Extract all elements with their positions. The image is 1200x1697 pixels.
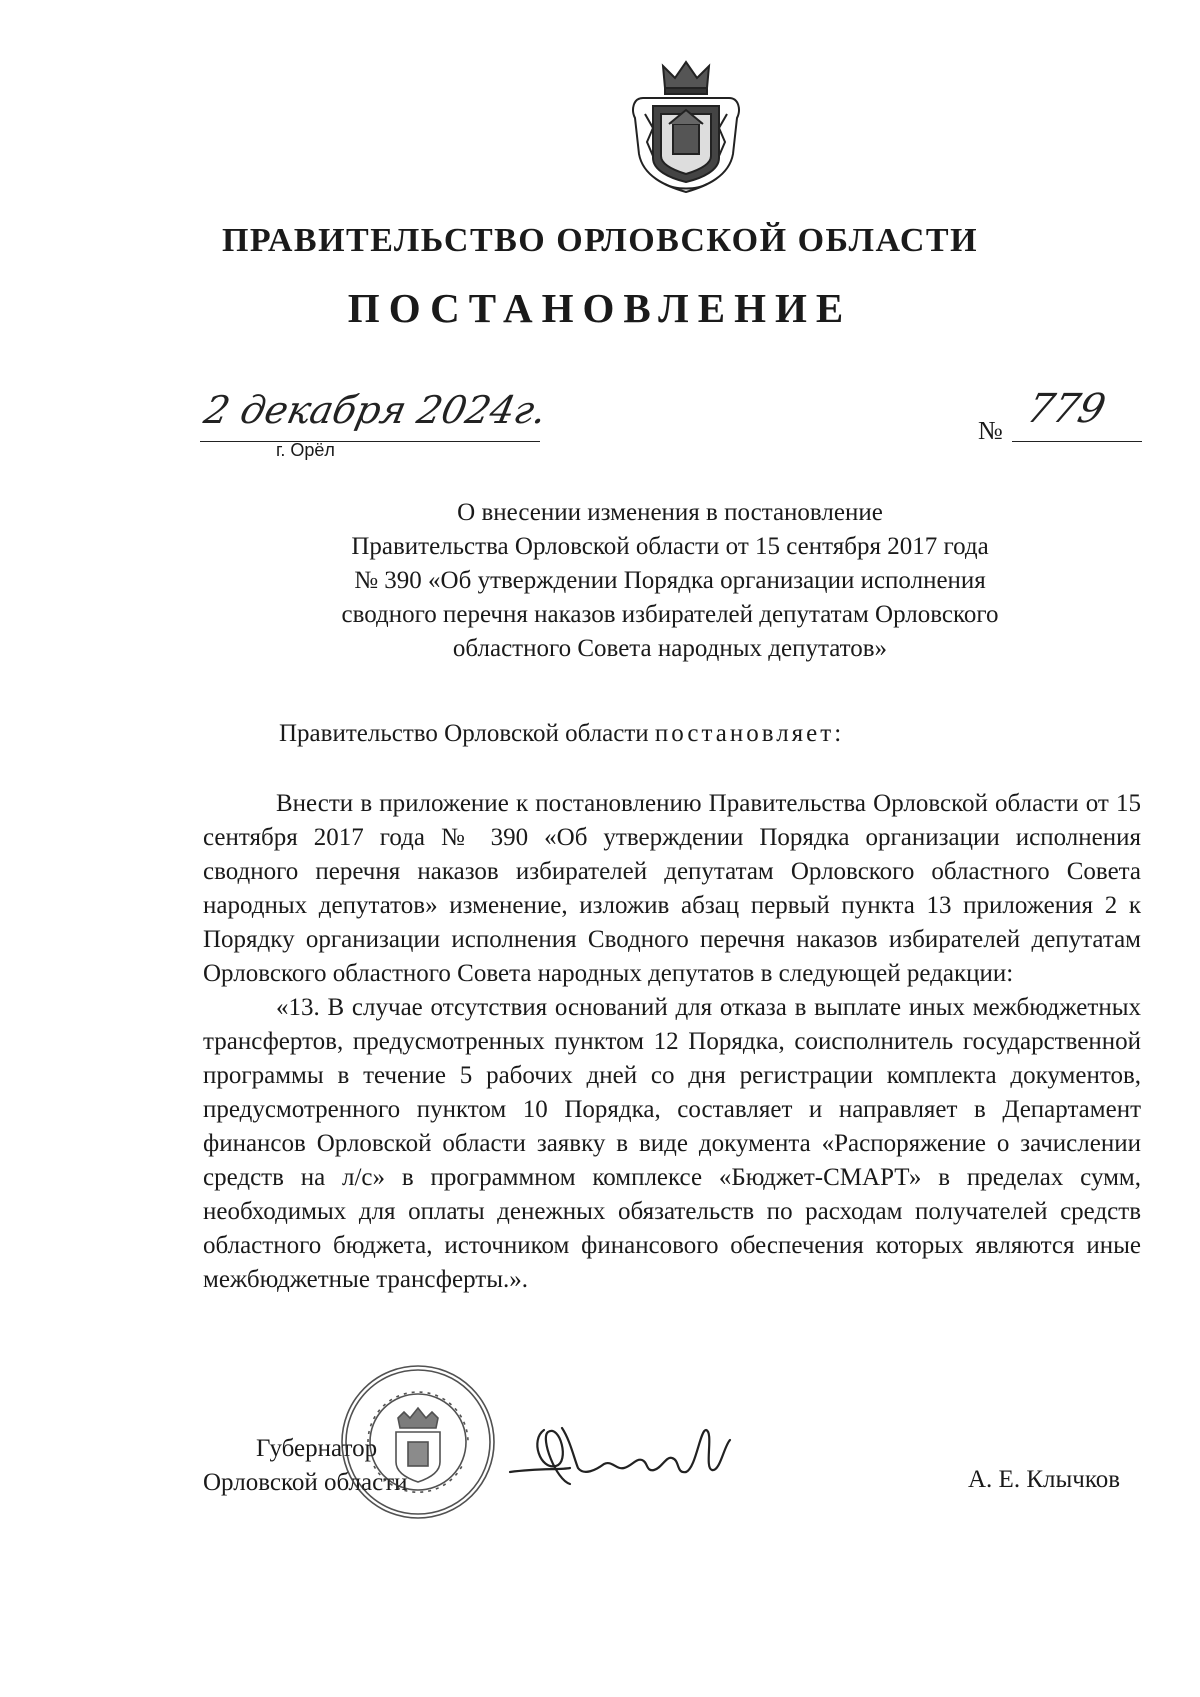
title-line: Правительства Орловской области от 15 сентября 2017 года [351,533,989,560]
date-underline [200,441,540,442]
body-paragraph: Внести в приложение к постановлению Правительства Орловской области от 15 сентября 2017 года № 390 «Об утверждении Порядка организации исполнения сводного перечня наказов избирателей депутатам Орловского областного Совета народных депутатов» изменение, изложив абзац первый пункта 13 приложения 2 к Порядку организации исполнения Сводного перечня наказов избирателей депутатам Орловского областного Совета народных депутатов в следующей редакции: [203,790,1141,987]
title-line: О внесении изменения в постановление [457,499,883,526]
body-paragraph: «13. В случае отсутствия оснований для отказа в выплате иных межбюджетных трансфертов, предусмотренных пунктом 12 Порядка, соисполнитель государственной программы в течение 5 рабочих дней со дня регистрации комплекта документов, предусмотренного пунктом 10 Порядка, составляет и направляет в Департамент финансов Орловской области заявку в виде документа «Распоряжение о зачислении средств на л/с» в программном комплексе «Бюджет-СМАРТ» в пределах сумм, необходимых для оплаты денежных обязательств по расходам получателей средств областного бюджета, источником финансового обеспечения которых являются иные межбюджетные трансферты.». [203,994,1141,1293]
number-label: № [978,416,1003,445]
handwritten-signature-icon [500,1410,740,1510]
document-body [203,787,1141,1297]
document-city: г. Орёл [276,440,335,460]
signatory-title-line: Орловской области [203,1469,408,1496]
signatory-name: А. Е. Клычков [968,1466,1121,1493]
title-line: сводного перечня наказов избирателей депутатам Орловского [341,601,999,628]
document-type: ПОСТАНОВЛЕНИЕ [347,285,853,331]
title-line: № 390 «Об утверждении Порядка организации исполнения [354,567,986,594]
official-seal-icon [338,1362,498,1522]
preamble [279,720,844,748]
orel-oblast-coat-of-arms-icon [625,58,747,196]
document-number: 779 [1022,386,1111,432]
preamble-verb: постановляет: [654,720,845,747]
signatory-title-line: Губернатор [256,1435,378,1462]
title-line: областного Совета народных депутатов» [452,635,888,662]
preamble-subject: Правительство Орловской области [279,720,655,747]
organization-name: ПРАВИТЕЛЬСТВО ОРЛОВСКОЙ ОБЛАСТИ [221,222,979,259]
number-underline [1012,441,1142,442]
document-date: 2 декабря 2024г. [200,388,551,432]
document-title [240,496,1100,666]
